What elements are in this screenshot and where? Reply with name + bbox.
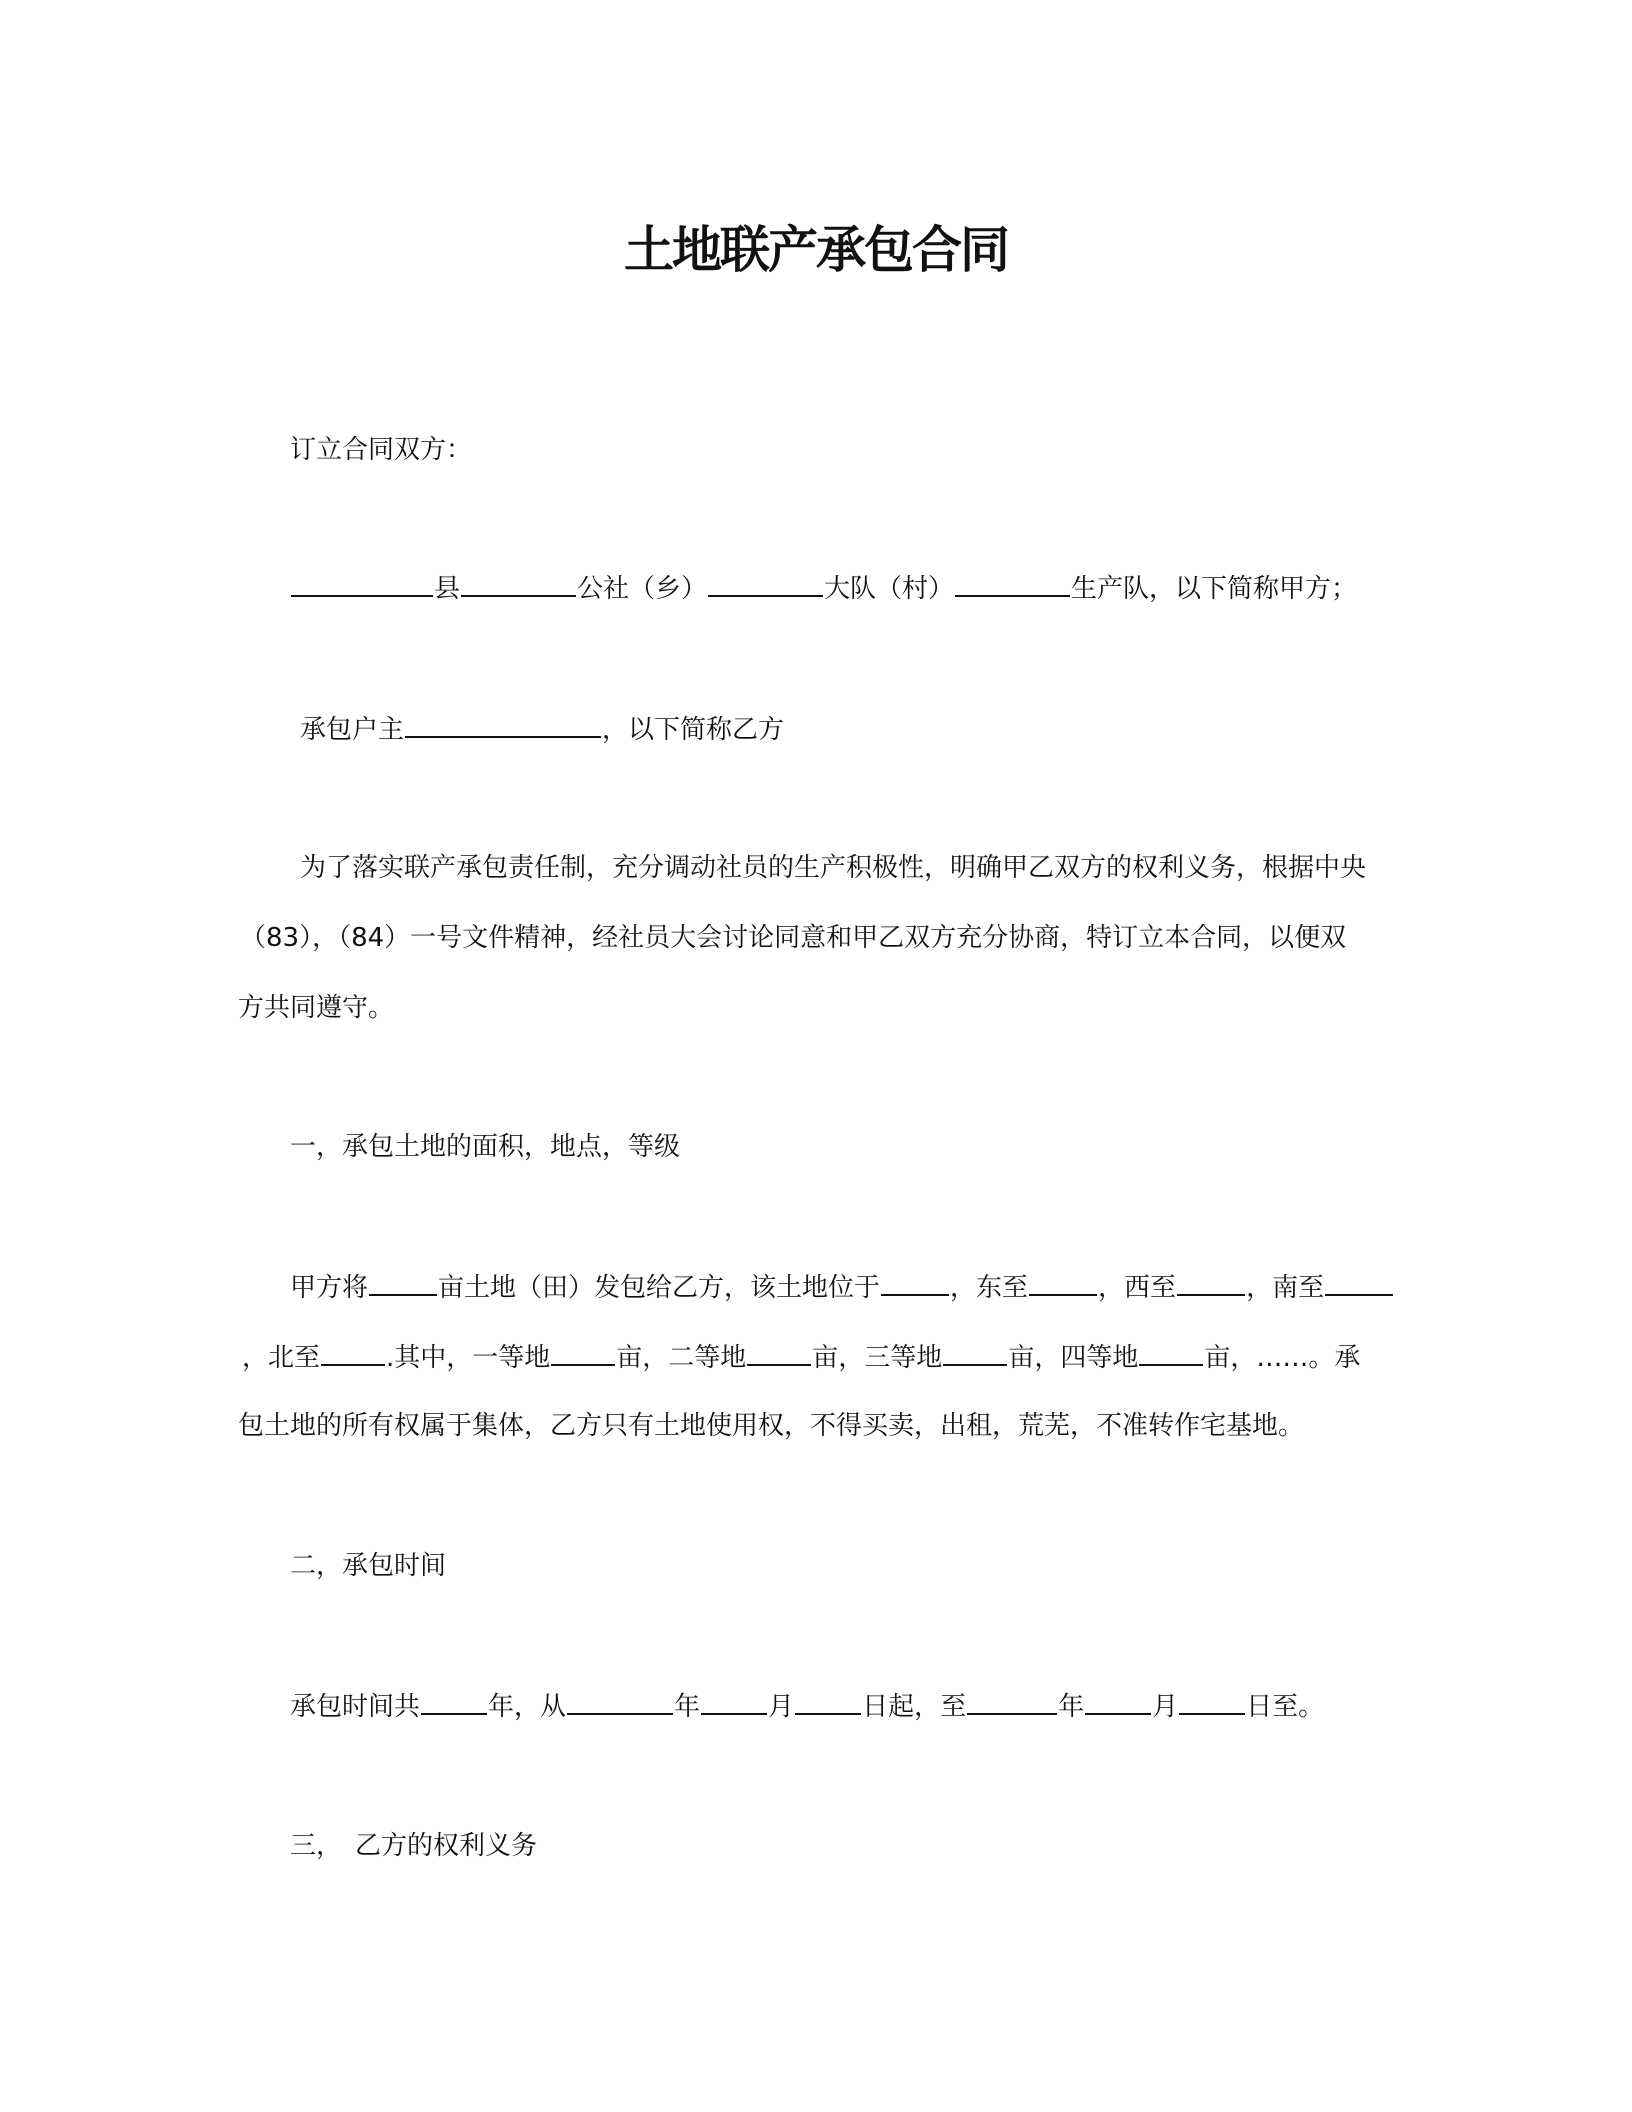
party-b-line <box>300 712 784 747</box>
text: ，东至 <box>950 1273 1029 1303</box>
party-b-suffix: ，以下简称乙方 <box>602 715 785 745</box>
grade4-blank[interactable] <box>1139 1340 1203 1366</box>
text: 月 <box>768 1692 795 1722</box>
end-day-blank[interactable] <box>1179 1689 1245 1715</box>
county-label: 县 <box>434 574 461 604</box>
text: ，北至 <box>242 1343 321 1373</box>
text: .其中，一等地 <box>386 1343 551 1373</box>
text: 亩，三等地 <box>812 1343 943 1373</box>
parties-label: 订立合同双方： <box>290 435 473 465</box>
section3-heading: 三， 乙方的权利义务 <box>290 1831 538 1861</box>
end-month-blank[interactable] <box>1085 1689 1151 1715</box>
grade3-blank[interactable] <box>943 1340 1007 1366</box>
grade1-blank[interactable] <box>551 1340 615 1366</box>
start-day-blank[interactable] <box>795 1689 861 1715</box>
area-blank[interactable] <box>369 1270 437 1296</box>
east-blank[interactable] <box>1029 1270 1097 1296</box>
preamble-line-2: （83），（84）一号文件精神，经社员大会讨论同意和甲乙双方充分协商，特订立本合同，以便双 <box>240 923 1347 953</box>
brigade-label: 大队（村） <box>824 574 955 604</box>
north-blank[interactable] <box>321 1340 385 1366</box>
county-blank[interactable] <box>291 571 433 597</box>
start-month-blank[interactable] <box>701 1689 767 1715</box>
text: 甲方将 <box>290 1273 369 1303</box>
section1-line-1 <box>290 1270 1394 1305</box>
section2-line <box>290 1689 1324 1724</box>
text: 年 <box>674 1692 701 1722</box>
text: 亩土地（田）发包给乙方，该土地位于 <box>438 1273 881 1303</box>
party-b-prefix: 承包户主 <box>300 715 405 745</box>
text: ，西至 <box>1098 1273 1177 1303</box>
section1-heading: 一，承包土地的面积，地点，等级 <box>290 1132 681 1162</box>
team-label: 生产队，以下简称甲方； <box>1071 574 1358 604</box>
household-head-blank[interactable] <box>405 712 601 738</box>
text: 亩，四等地 <box>1008 1343 1139 1373</box>
text: ，南至 <box>1246 1273 1325 1303</box>
text: 日至。 <box>1246 1692 1325 1722</box>
preamble-line-3: 方共同遵守。 <box>238 993 395 1023</box>
page-title: 土地联产承包合同 <box>624 221 1008 279</box>
text: 亩，……。承 <box>1204 1343 1361 1373</box>
section1-line-3: 包土地的所有权属于集体，乙方只有土地使用权，不得买卖，出租，荒芜，不准转作宅基地。 <box>238 1411 1305 1441</box>
commune-label: 公社（乡） <box>577 574 708 604</box>
text: 日起，至 <box>862 1692 967 1722</box>
text: 年，从 <box>488 1692 567 1722</box>
commune-blank[interactable] <box>461 571 576 597</box>
text: 承包时间共 <box>290 1692 421 1722</box>
party-a-line <box>290 571 1357 606</box>
end-year-blank[interactable] <box>967 1689 1057 1715</box>
text: 年 <box>1058 1692 1085 1722</box>
grade2-blank[interactable] <box>747 1340 811 1366</box>
team-blank[interactable] <box>955 571 1070 597</box>
text: 月 <box>1152 1692 1179 1722</box>
south-blank[interactable] <box>1325 1270 1393 1296</box>
preamble-line-1: 为了落实联产承包责任制，充分调动社员的生产积极性，明确甲乙双方的权利义务，根据中央 <box>300 853 1367 883</box>
text: 亩，二等地 <box>616 1343 747 1373</box>
west-blank[interactable] <box>1177 1270 1245 1296</box>
years-blank[interactable] <box>421 1689 487 1715</box>
location-blank[interactable] <box>881 1270 949 1296</box>
brigade-blank[interactable] <box>708 571 823 597</box>
section1-line-2 <box>242 1340 1360 1375</box>
start-year-blank[interactable] <box>567 1689 673 1715</box>
section2-heading: 二，承包时间 <box>290 1551 447 1581</box>
